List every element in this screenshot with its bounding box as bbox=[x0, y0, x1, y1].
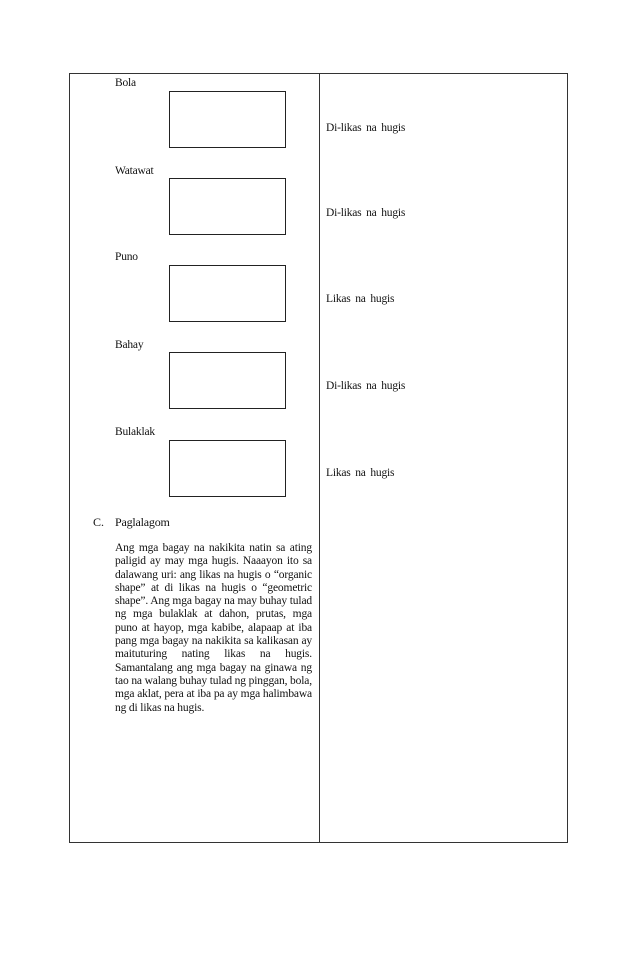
item-label-puno: Puno bbox=[115, 251, 138, 263]
lesson-table bbox=[69, 73, 568, 843]
drawing-box-bulaklak bbox=[169, 440, 286, 497]
section-title: Paglalagom bbox=[115, 515, 170, 529]
drawing-box-puno bbox=[169, 265, 286, 322]
column-divider bbox=[319, 74, 320, 842]
item-label-bola: Bola bbox=[115, 77, 136, 89]
answer-watawat: Di-likas na hugis bbox=[326, 207, 406, 219]
drawing-box-bola bbox=[169, 91, 286, 148]
item-label-bahay: Bahay bbox=[115, 339, 144, 351]
summary-paragraph: Ang mga bagay na nakikita natin sa ating paligid ay may mga hugis. Naaayon ito sa dalawang uri: ang likas na hugis o “organic shape” at di likas na hugis o “geometric shape”. Ang mga bagay na may buhay tulad ng mga bulaklak at dahon, prutas, mga puno at hayop, mga kabibe, alapaap at iba pang mga bagay na nakikita sa kalikasan ay maituturing nating likas na hugis. Samantalang ang mga bagay na ginawa ng tao na walang buhay tulad ng pinggan, bola, mga aklat, pera at iba pa ay mga halimbawa ng di likas na hugis. bbox=[115, 542, 312, 714]
answer-bulaklak: Likas na hugis bbox=[326, 467, 395, 479]
answer-bola: Di-likas na hugis bbox=[326, 122, 406, 134]
answer-puno: Likas na hugis bbox=[326, 293, 395, 305]
item-label-bulaklak: Bulaklak bbox=[115, 426, 155, 438]
drawing-box-bahay bbox=[169, 352, 286, 409]
drawing-box-watawat bbox=[169, 178, 286, 235]
answer-bahay: Di-likas na hugis bbox=[326, 380, 406, 392]
item-label-watawat: Watawat bbox=[115, 165, 154, 177]
section-letter: C. bbox=[93, 515, 105, 529]
